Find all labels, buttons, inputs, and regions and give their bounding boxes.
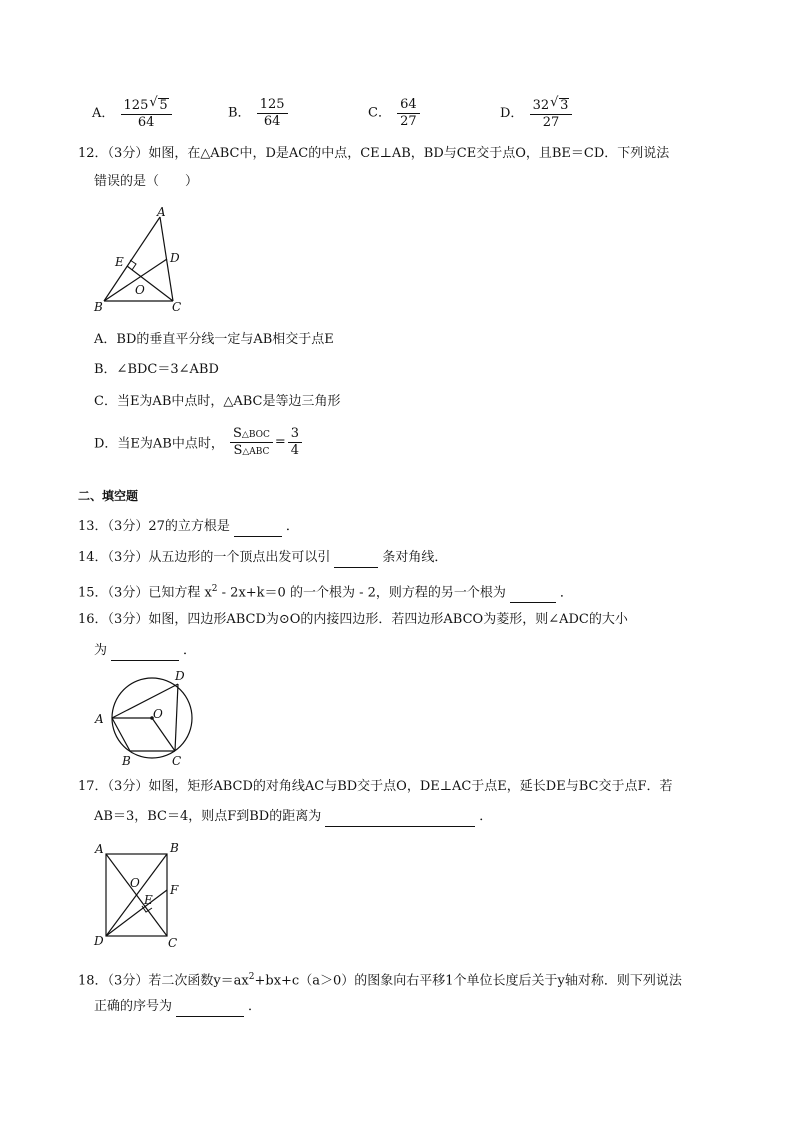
- q12-option-a: A．BD的垂直平分线一定与AB相交于点E: [94, 332, 334, 347]
- q12-option-c: C．当E为AB中点时，△ABC是等边三角形: [94, 394, 341, 409]
- sqrt-radicand: √ 3: [559, 98, 569, 113]
- q16-circle-figure: [90, 668, 200, 770]
- symbol-s: S: [233, 426, 242, 441]
- fraction: [121, 98, 172, 129]
- label-c: C: [172, 300, 182, 314]
- fraction: [257, 98, 288, 128]
- equals-sign: =: [274, 434, 286, 450]
- superscript: 2: [211, 584, 218, 594]
- label-o: O: [135, 283, 145, 297]
- q16-text: 为: [94, 643, 108, 658]
- option-d-text: D．当E为AB中点时，: [94, 436, 224, 452]
- label-c: C: [172, 754, 182, 768]
- label-o: O: [130, 876, 140, 890]
- area-ratio-fraction: [230, 427, 273, 457]
- label-a: A: [95, 842, 104, 856]
- q14-text-end: 条对角线．: [382, 550, 448, 565]
- period: ．: [479, 809, 493, 824]
- answer-blank[interactable]: [334, 553, 378, 568]
- q16-stem-line1: 16．（3分）如图，四边形ABCD为⊙O的内接四边形．若四边形ABCO为菱形，则∠ADC的大小: [78, 612, 628, 627]
- symbol-s: S: [233, 442, 243, 458]
- label-b: B: [94, 300, 103, 314]
- q18-text: 18．（3分）若二次函数y＝ax: [78, 973, 249, 989]
- label-b: B: [122, 754, 131, 768]
- label-e: E: [144, 893, 153, 907]
- q12-option-b: B．∠BDC＝3∠ABD: [94, 362, 219, 377]
- q18-stem-line2: [94, 997, 261, 1017]
- answer-blank[interactable]: [510, 588, 556, 603]
- period: ．: [183, 643, 197, 658]
- fraction-denominator: 27: [400, 113, 417, 129]
- q11-option-d: [500, 98, 574, 129]
- q14-text: 14．（3分）从五边形的一个顶点出发可以引: [78, 550, 331, 565]
- q18-text: 正确的序号为: [94, 999, 173, 1014]
- label-d: D: [175, 669, 185, 683]
- period: ．: [559, 585, 573, 601]
- value-fraction: [288, 427, 302, 457]
- label-o: O: [153, 707, 163, 721]
- fraction-denominator: 27: [542, 114, 560, 130]
- q17-text: AB＝3，BC＝4，则点F到BD的距离为: [94, 809, 322, 824]
- q17-rectangle-figure: [90, 838, 190, 952]
- q16-stem-line2: [94, 641, 196, 661]
- section-fill-in-blank-heading: 二、填空题: [78, 489, 139, 503]
- answer-blank[interactable]: [234, 522, 282, 537]
- fraction: [397, 98, 420, 128]
- label-d: D: [170, 251, 180, 265]
- q12-triangle-figure: [90, 205, 200, 315]
- label-d: D: [94, 934, 104, 948]
- q17-stem-line1: 17．（3分）如图，矩形ABCD的对角线AC与BD交于点O，DE⊥AC于点E，延长DE与BC交于点F．若: [78, 779, 673, 794]
- q18-stem-line1: [78, 967, 682, 991]
- answer-blank[interactable]: [111, 646, 179, 661]
- label-c: C: [168, 936, 178, 950]
- q12-option-d: [94, 427, 304, 457]
- option-letter: A．: [92, 106, 115, 122]
- label-a: A: [157, 205, 166, 219]
- q11-option-c: [368, 98, 422, 128]
- fraction-numerator: 64: [397, 98, 420, 114]
- q18-text-end: +bx+c（a＞0）的图象向右平移1个单位长度后关于y轴对称．则下列说法: [254, 973, 682, 989]
- subscript: △BOC: [241, 430, 270, 440]
- q17-stem-line2: [94, 807, 492, 827]
- answer-blank[interactable]: [176, 1002, 244, 1017]
- q15-text: 15．（3分）已知方程 x: [78, 585, 212, 601]
- superscript: 2: [248, 972, 255, 982]
- period: ．: [285, 519, 299, 534]
- q14: [78, 548, 447, 568]
- subscript: △ABC: [242, 446, 270, 457]
- q12-stem-line1: 12．（3分）如图，在△ABC中，D是AC的中点，CE⊥AB，BD与CE交于点O，且BE＝CD．下列说法: [78, 146, 670, 161]
- answer-blank[interactable]: [325, 812, 475, 827]
- label-f: F: [170, 883, 179, 897]
- label-e: E: [115, 255, 124, 269]
- q11-option-b: [228, 98, 290, 128]
- q13-text: 13．（3分）27的立方根是: [78, 519, 230, 534]
- option-letter: D．: [500, 106, 524, 122]
- fraction-numerator: 125: [257, 98, 288, 114]
- q13: [78, 517, 299, 537]
- fraction-numerator: 125: [123, 98, 149, 113]
- label-b: B: [170, 841, 179, 855]
- fraction-denominator: 64: [137, 114, 155, 130]
- q12-stem-line2: 错误的是（ ）: [94, 174, 199, 189]
- fraction-numerator: 3: [288, 427, 302, 443]
- option-letter: B．: [228, 105, 251, 121]
- q15: [78, 579, 573, 603]
- fraction-numerator: 32: [532, 98, 550, 113]
- q11-option-a: [92, 98, 174, 129]
- q15-text-end: - 2x+k＝0 的一个根为 - 2，则方程的另一个根为: [217, 585, 506, 601]
- sqrt-radicand: √ 5: [158, 98, 168, 113]
- label-a: A: [95, 712, 104, 726]
- period: ．: [248, 999, 262, 1014]
- fraction-denominator: 64: [263, 113, 281, 129]
- option-letter: C．: [368, 105, 391, 121]
- fraction: [530, 98, 573, 129]
- fraction-denominator: 4: [290, 442, 300, 458]
